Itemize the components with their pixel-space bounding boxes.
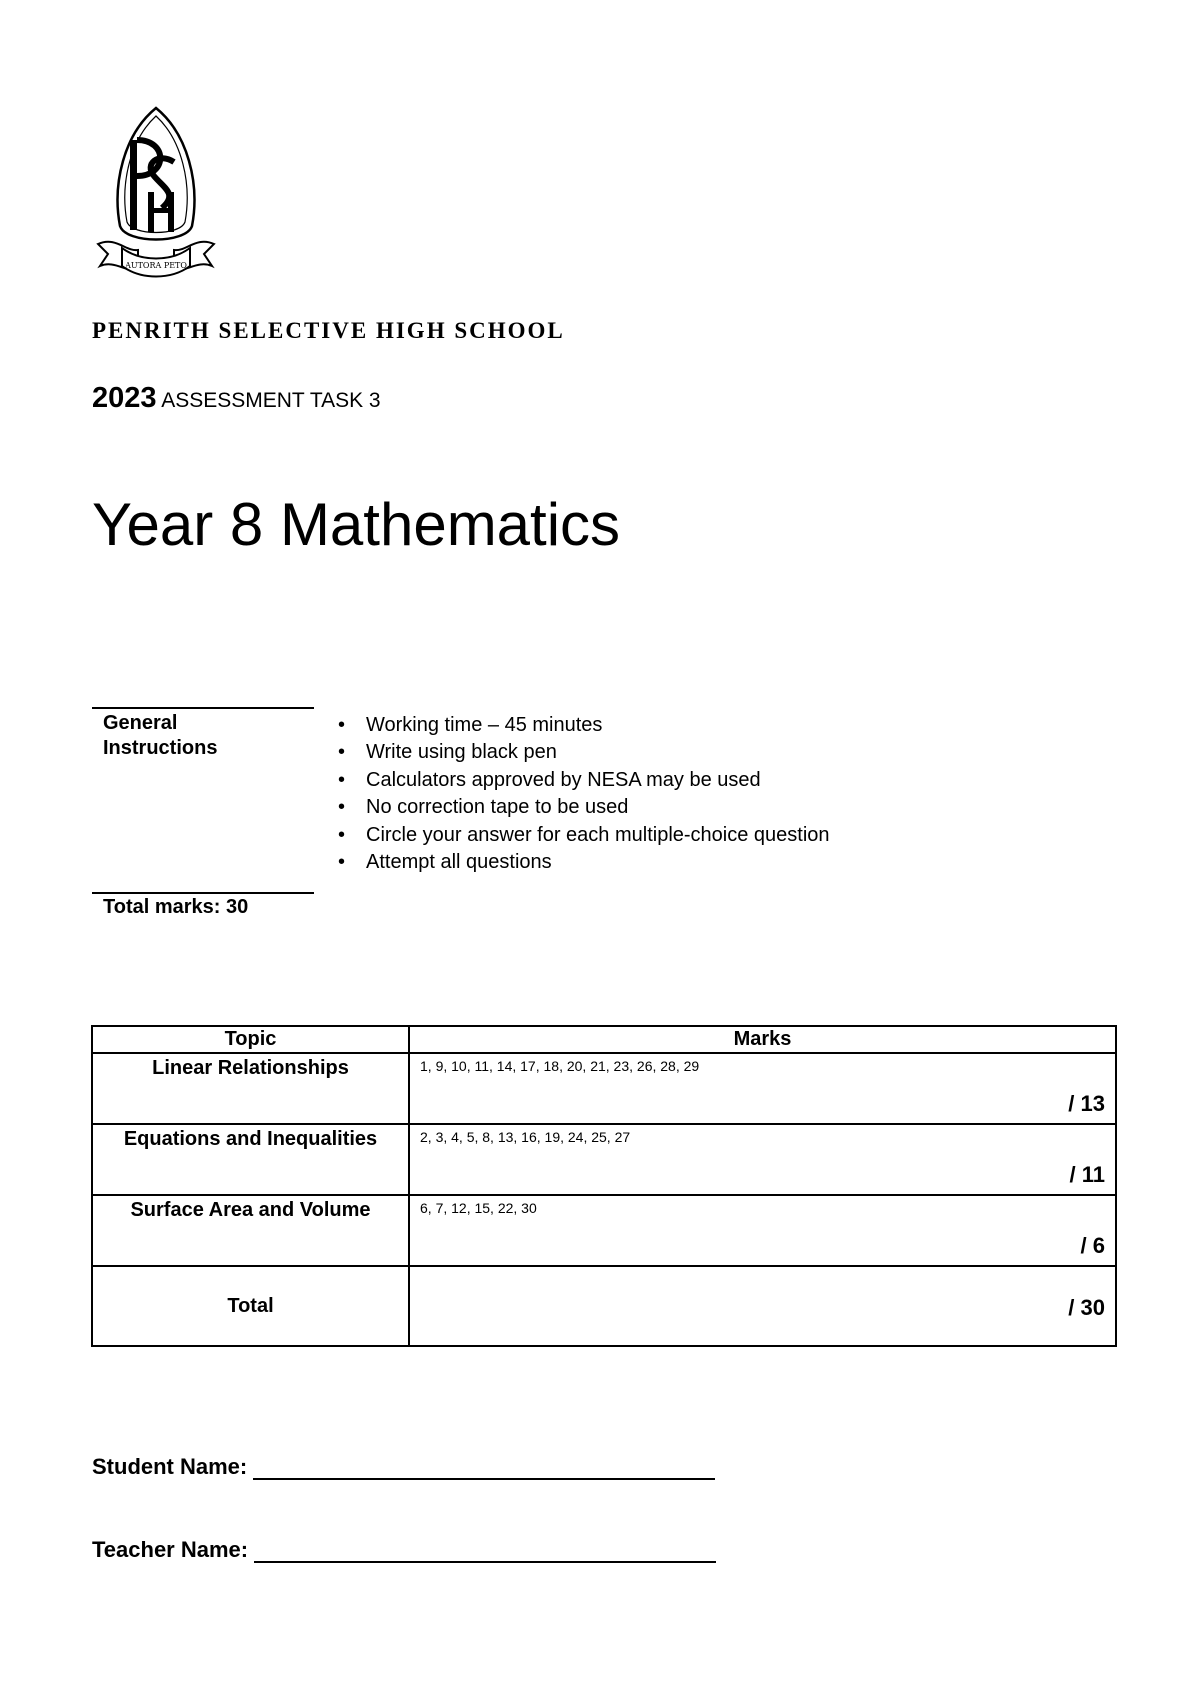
table-row <box>92 1053 1116 1124</box>
topic-header: Topic <box>92 1026 409 1053</box>
instruction-item: • Circle your answer for each multiple-choice question <box>338 822 830 849</box>
score-out-of: / 11 <box>1069 1162 1105 1187</box>
instructions-top-rule <box>92 707 314 709</box>
question-numbers: 2, 3, 4, 5, 8, 13, 16, 19, 24, 25, 27 <box>420 1129 631 1145</box>
topic-name: Surface Area and Volume <box>92 1195 409 1266</box>
teacher-name-label: Teacher Name: <box>92 1537 249 1562</box>
student-name-field <box>92 1454 715 1480</box>
subject-title: Year 8 Mathematics <box>92 491 621 558</box>
logo-motto: AUTORA PETO <box>125 261 187 270</box>
total-marks: Total marks: 30 <box>103 896 249 918</box>
marks-cell[interactable] <box>409 1195 1116 1266</box>
table-row <box>92 1195 1116 1266</box>
instruction-item: • No correction tape to be used <box>338 794 830 821</box>
marks-cell[interactable] <box>409 1124 1116 1195</box>
task-heading <box>92 382 381 415</box>
student-name-label: Student Name: <box>92 1454 248 1479</box>
table-header-row <box>92 1026 1116 1053</box>
school-crest-logo <box>96 104 216 280</box>
score-out-of: / 13 <box>1068 1091 1105 1116</box>
question-numbers: 1, 9, 10, 11, 14, 17, 18, 20, 21, 23, 26, 28, 29 <box>420 1058 700 1074</box>
school-name: PENRITH SELECTIVE HIGH SCHOOL <box>92 318 565 343</box>
table-row <box>92 1124 1116 1195</box>
instruction-item: • Write using black pen <box>338 739 830 766</box>
topic-name: Equations and Inequalities <box>92 1124 409 1195</box>
total-marks-rule <box>92 892 314 894</box>
total-row <box>92 1266 1116 1346</box>
score-out-of: / 6 <box>1080 1233 1105 1258</box>
question-numbers: 6, 7, 12, 15, 22, 30 <box>420 1200 537 1216</box>
instruction-item: • Attempt all questions <box>338 849 830 876</box>
teacher-name-line[interactable] <box>254 1539 716 1563</box>
task-year: 2023 <box>92 382 157 414</box>
teacher-name-field <box>92 1537 716 1563</box>
instructions-list <box>338 712 830 876</box>
general-instructions-label: General Instructions <box>103 712 218 759</box>
marks-header: Marks <box>409 1026 1116 1053</box>
total-label: Total <box>92 1266 409 1346</box>
instruction-item: • Calculators approved by NESA may be used <box>338 767 830 794</box>
marks-table <box>91 1025 1117 1347</box>
total-marks-cell[interactable] <box>409 1266 1116 1346</box>
marks-cell[interactable] <box>409 1053 1116 1124</box>
task-name: ASSESSMENT TASK 3 <box>161 389 381 412</box>
total-score-out-of: / 30 <box>1068 1295 1105 1320</box>
student-name-line[interactable] <box>253 1456 715 1480</box>
instruction-item: • Working time – 45 minutes <box>338 712 830 739</box>
topic-name: Linear Relationships <box>92 1053 409 1124</box>
